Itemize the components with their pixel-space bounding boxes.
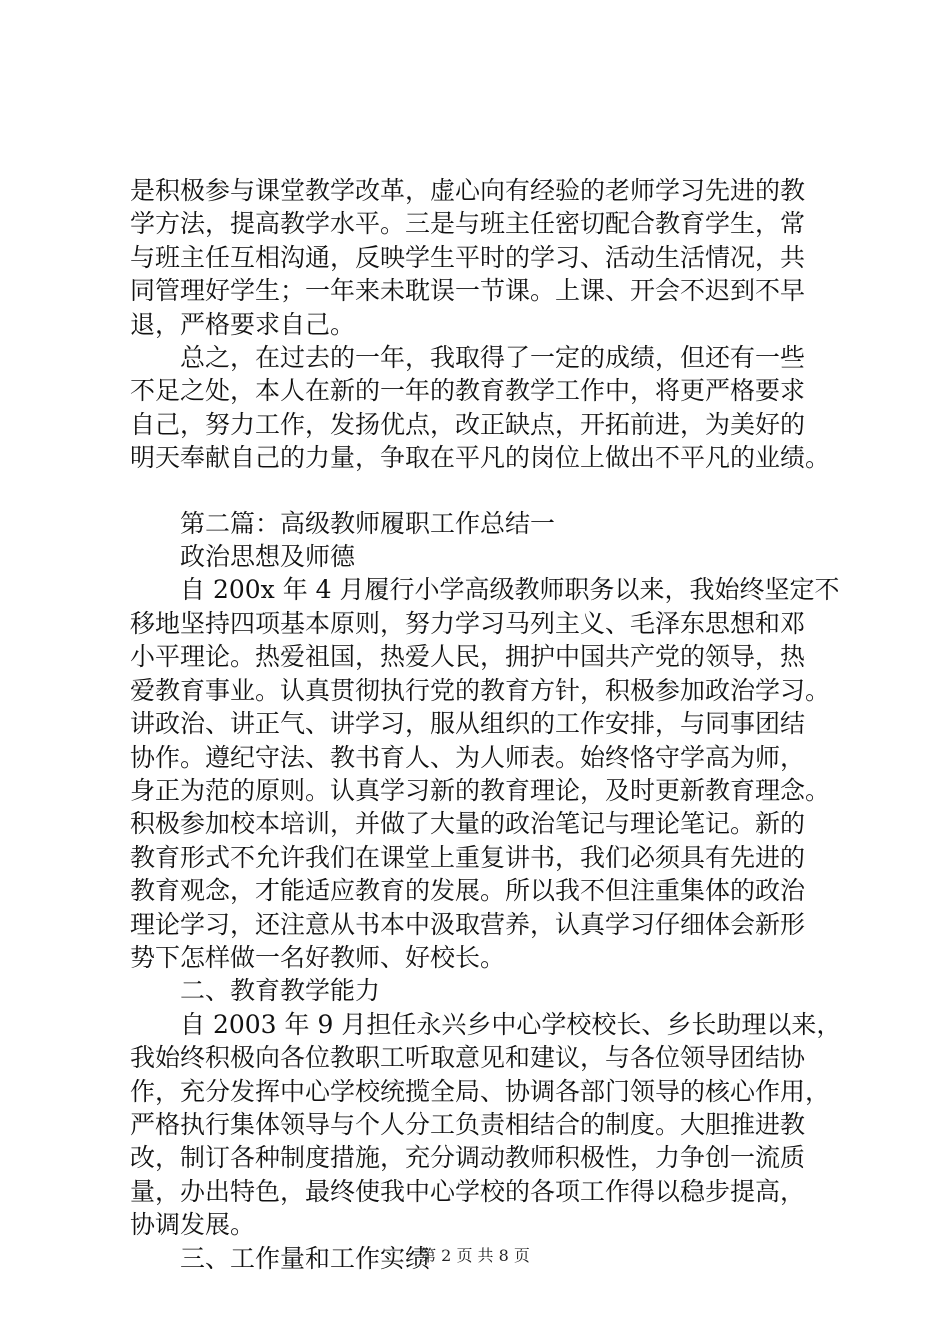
body-line: 势下怎样做一名好教师、好校长。 xyxy=(130,942,506,972)
body-line: 移地坚持四项基本原则，努力学习马列主义、毛泽东思想和邓 xyxy=(130,608,806,638)
body-line: 理论学习，还注意从书本中汲取营养，认真学习仔细体会新形 xyxy=(130,909,806,939)
body-line: 同管理好学生；一年来未耽误一节课。上课、开会不迟到不早 xyxy=(130,276,806,306)
body-line: 退，严格要求自己。 xyxy=(130,309,356,339)
body-line: 与班主任互相沟通，反映学生平时的学习、活动生活情况，共 xyxy=(130,242,806,272)
body-line: 量，办出特色，最终使我中心学校的各项工作得以稳步提高， xyxy=(130,1176,806,1206)
body-line: 教育形式不允许我们在课堂上重复讲书，我们必须具有先进的 xyxy=(130,842,806,872)
section-heading: 第二篇：高级教师履职工作总结一 xyxy=(180,508,556,538)
body-line: 是积极参与课堂教学改革，虚心向有经验的老师学习先进的教 xyxy=(130,176,806,205)
subsection-heading: 三、工作量和工作实绩 xyxy=(180,1243,431,1273)
body-line: 严格执行集体领导与个人分工负责相结合的制度。大胆推进教 xyxy=(130,1109,806,1139)
body-line: 学方法，提高教学水平。三是与班主任密切配合教育学生，常 xyxy=(130,209,806,239)
body-line: 自 200x 年 4 月履行小学高级教师职务以来，我始终坚定不 xyxy=(180,575,840,605)
body-line: 教育观念，才能适应教育的发展。所以我不但注重集体的政治 xyxy=(130,876,806,906)
body-line: 协调发展。 xyxy=(130,1210,256,1240)
subsection-heading: 二、教育教学能力 xyxy=(180,976,381,1006)
body-line: 总之，在过去的一年，我取得了一定的成绩，但还有一些 xyxy=(180,343,806,373)
body-line: 自己，努力工作，发扬优点，改正缺点，开拓前进，为美好的 xyxy=(130,409,806,439)
body-line: 身正为范的原则。认真学习新的教育理论，及时更新教育理念。 xyxy=(130,775,831,805)
body-line: 积极参加校本培训，并做了大量的政治笔记与理论笔记。新的 xyxy=(130,809,806,839)
body-line: 爱教育事业。认真贯彻执行党的教育方针，积极参加政治学习。 xyxy=(130,675,831,705)
body-line: 讲政治、讲正气、讲学习，服从组织的工作安排，与同事团结 xyxy=(130,709,806,739)
body-line: 我始终积极向各位教职工听取意见和建议，与各位领导团结协 xyxy=(130,1043,806,1073)
body-line: 小平理论。热爱祖国，热爱人民，拥护中国共产党的领导，热 xyxy=(130,642,806,672)
document-body xyxy=(130,174,842,1275)
page-number-footer: 第 2 页 共 8 页 xyxy=(420,1246,530,1265)
body-line: 改，制订各种制度措施，充分调动教师积极性，力争创一流质 xyxy=(130,1143,806,1173)
body-line: 不足之处，本人在新的一年的教育教学工作中，将更严格要求 xyxy=(130,376,806,406)
body-line: 作，充分发挥中心学校统揽全局、协调各部门领导的核心作用， xyxy=(130,1076,831,1106)
body-line: 协作。遵纪守法、教书育人、为人师表。始终恪守学高为师， xyxy=(130,742,806,772)
body-line: 明天奉献自己的力量，争取在平凡的岗位上做出不平凡的业绩。 xyxy=(130,443,831,473)
subsection-heading: 政治思想及师德 xyxy=(180,542,356,572)
body-line: 自 2003 年 9 月担任永兴乡中心学校校长、乡长助理以来， xyxy=(180,1009,842,1039)
